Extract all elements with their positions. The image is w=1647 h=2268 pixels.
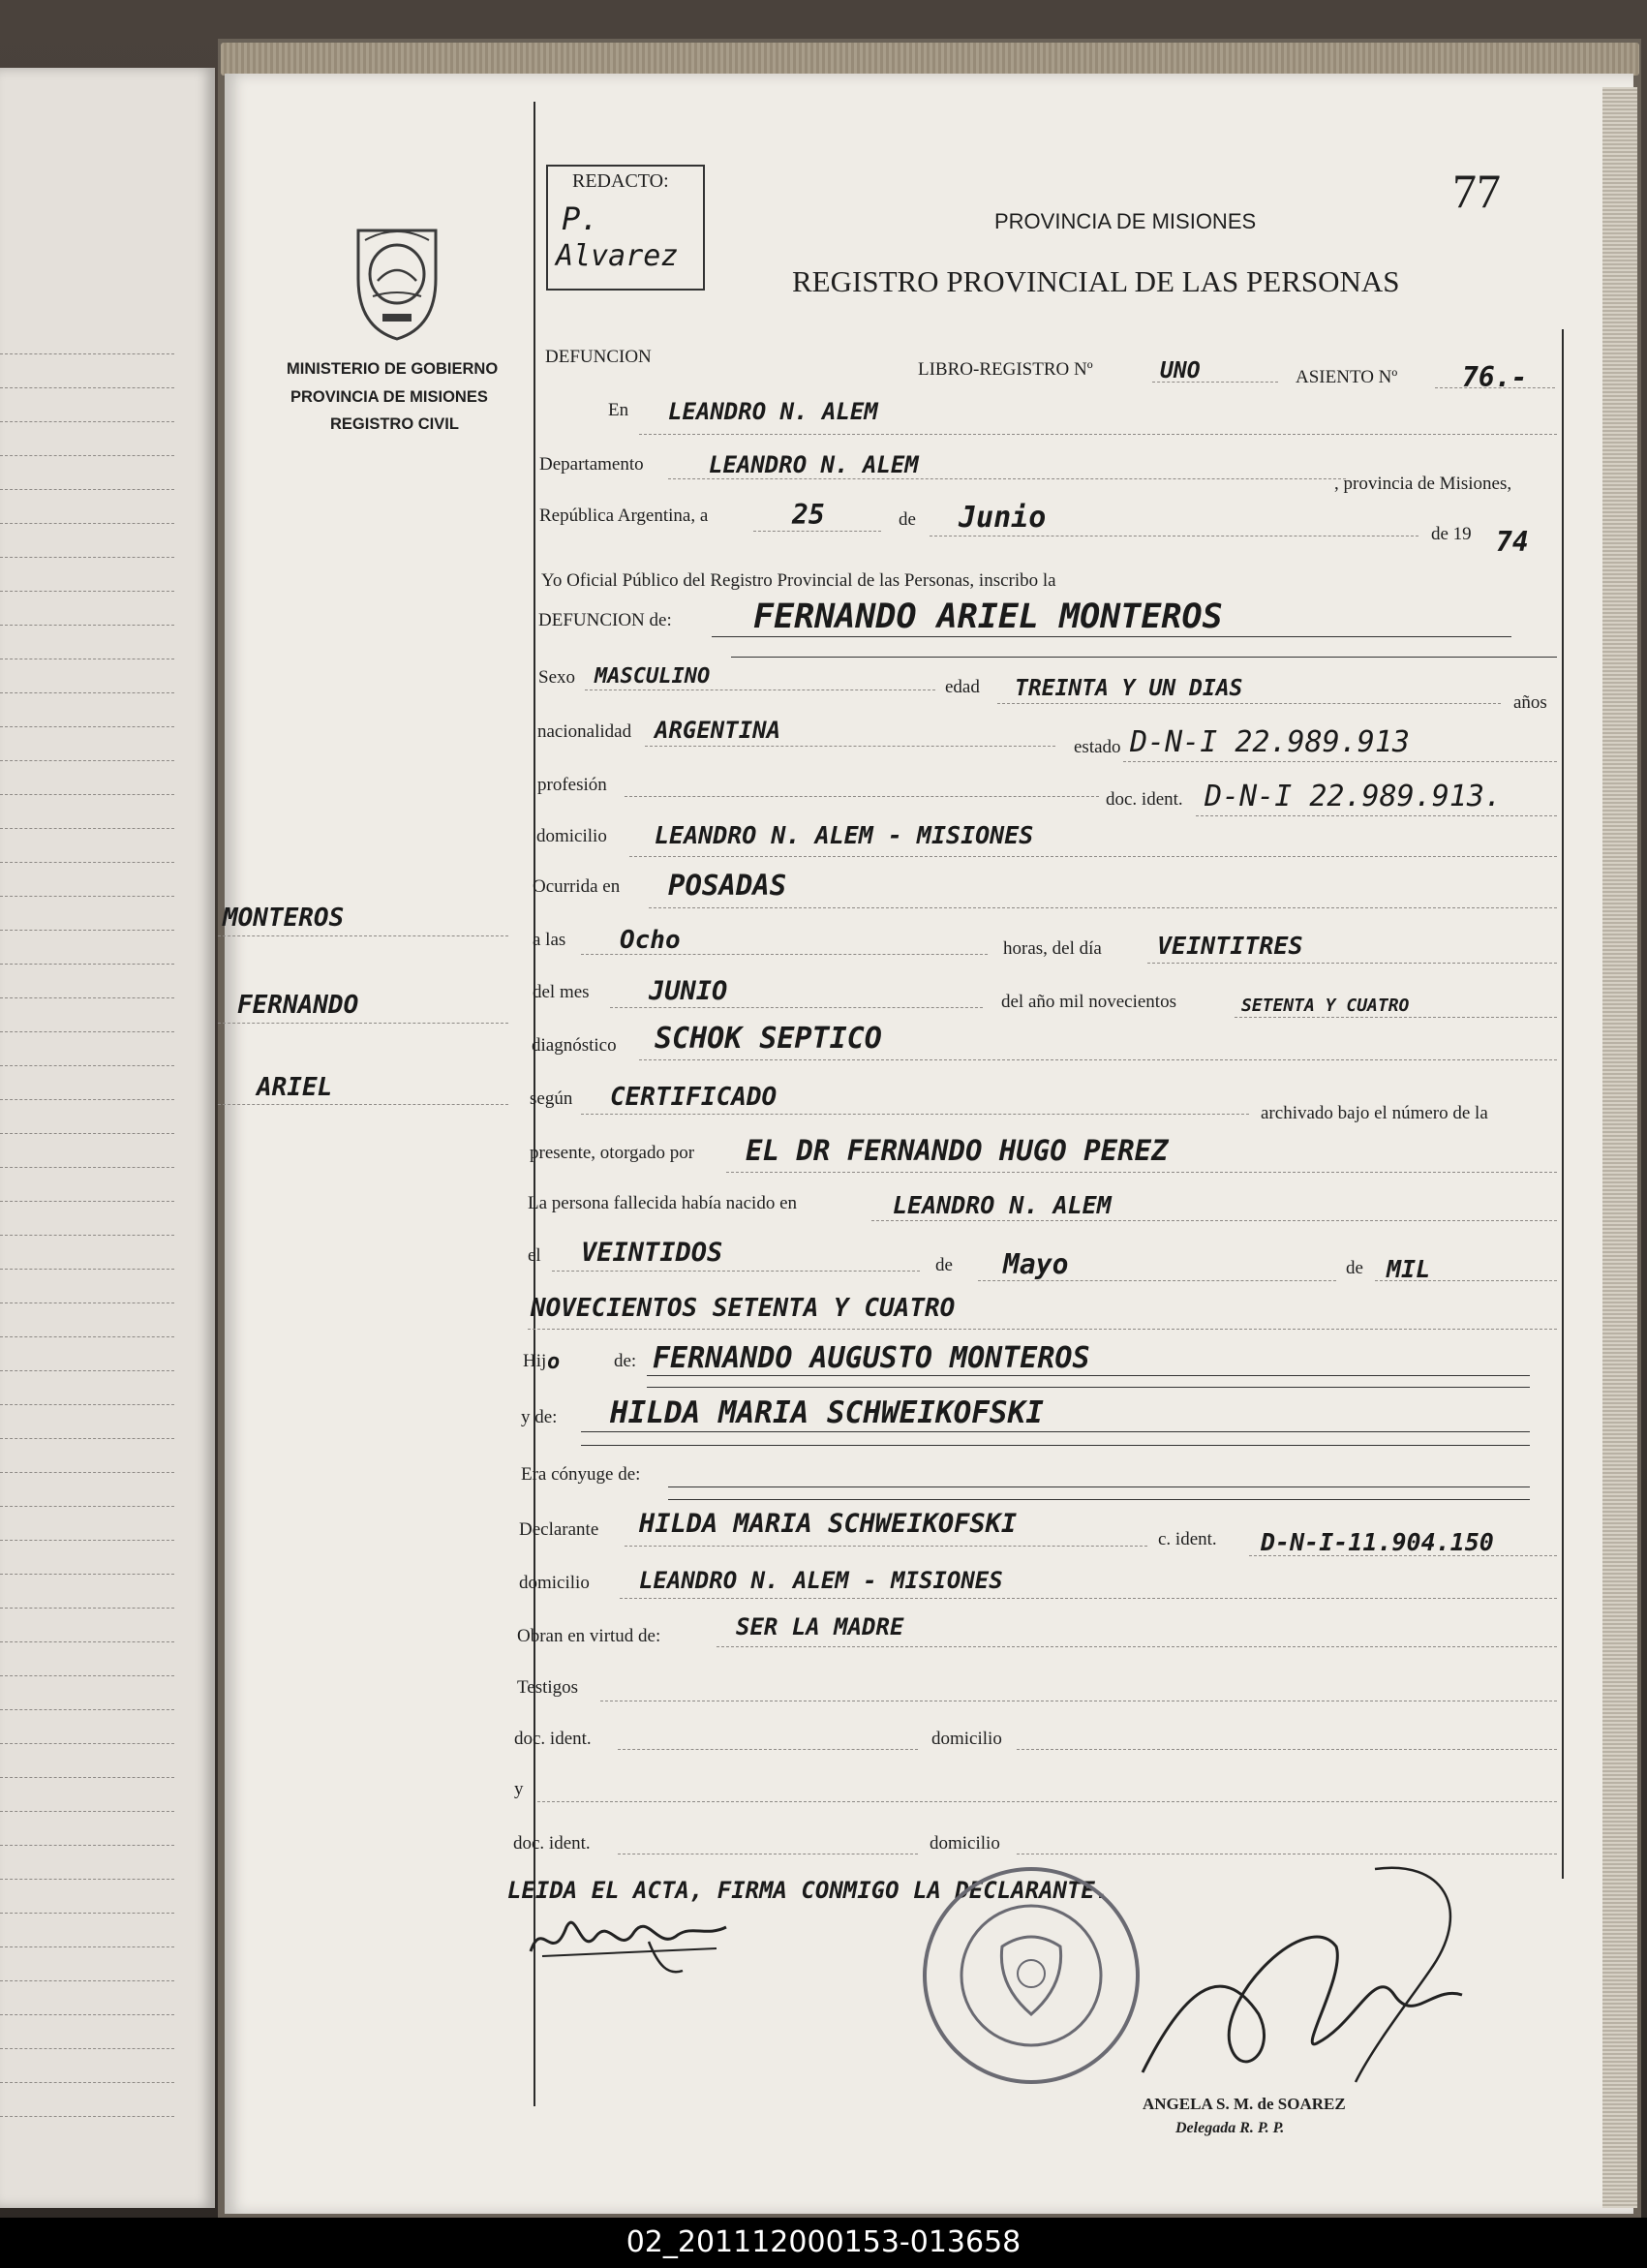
underline bbox=[647, 1375, 1530, 1376]
nacido-value: LEANDRO N. ALEM bbox=[893, 1191, 1112, 1219]
domicilio2-value: LEANDRO N. ALEM - MISIONES bbox=[639, 1567, 1003, 1594]
fill-line bbox=[581, 954, 988, 955]
ruled-line bbox=[0, 862, 174, 863]
doc-ident-value: D-N-I 22.989.913. bbox=[1205, 780, 1503, 813]
fill-line bbox=[639, 434, 1557, 435]
registry-title: REGISTRO PROVINCIAL DE LAS PERSONAS bbox=[792, 264, 1400, 298]
a-las-label: a las bbox=[533, 930, 566, 950]
closing-note: LEIDA EL ACTA, FIRMA CONMIGO LA DECLARANTE. bbox=[507, 1877, 1110, 1904]
ruled-line bbox=[0, 387, 174, 388]
year-value: 74 bbox=[1496, 526, 1529, 558]
fill-line bbox=[218, 1104, 508, 1105]
declarante-doc-label: c. ident. bbox=[1158, 1529, 1217, 1549]
ruled-line bbox=[0, 1438, 174, 1439]
underline bbox=[731, 657, 1557, 658]
left-page bbox=[0, 68, 215, 2208]
redacto-value-2: Alvarez bbox=[556, 239, 679, 273]
sexo-value: MASCULINO bbox=[595, 664, 711, 689]
departamento-label: Departamento bbox=[539, 454, 644, 475]
ruled-line bbox=[0, 1709, 174, 1710]
birth-year-1: MIL bbox=[1387, 1255, 1431, 1283]
fill-line bbox=[537, 1801, 1557, 1802]
ruled-line bbox=[0, 1574, 174, 1575]
fill-line bbox=[639, 1059, 1557, 1060]
segun-label: según bbox=[530, 1088, 573, 1109]
a-las-value: Ocho bbox=[620, 926, 681, 955]
right-rule bbox=[1562, 329, 1564, 1879]
underline bbox=[647, 1387, 1530, 1388]
ruled-line bbox=[0, 1336, 174, 1337]
month-value: Junio bbox=[959, 501, 1047, 535]
ruled-line bbox=[0, 726, 174, 727]
official-stamp bbox=[920, 1850, 1143, 2101]
ruled-line bbox=[0, 1099, 174, 1100]
ano-value: SETENTA Y CUATRO bbox=[1241, 996, 1410, 1016]
page-stack-edge bbox=[1602, 87, 1637, 2208]
ruled-line bbox=[0, 353, 174, 354]
fill-line bbox=[620, 1598, 1557, 1599]
en-value: LEANDRO N. ALEM bbox=[668, 398, 878, 425]
el-label: el bbox=[528, 1245, 541, 1266]
year-prefix: de 19 bbox=[1431, 524, 1472, 544]
ruled-line bbox=[0, 2048, 174, 2049]
profesion-label: profesión bbox=[537, 775, 607, 795]
ruled-line bbox=[0, 1913, 174, 1914]
ruled-line bbox=[0, 2014, 174, 2015]
fill-line bbox=[726, 1172, 1557, 1173]
fill-line bbox=[1235, 1017, 1557, 1018]
asiento-value: 76.- bbox=[1462, 361, 1528, 393]
ruled-line bbox=[0, 1845, 174, 1846]
conyuge-label: Era cónyuge de: bbox=[521, 1464, 641, 1485]
province-title: PROVINCIA DE MISIONES bbox=[994, 209, 1257, 233]
fill-line bbox=[649, 907, 1557, 908]
ruled-line bbox=[0, 1540, 174, 1541]
fill-line bbox=[218, 1023, 508, 1024]
ruled-line bbox=[0, 1946, 174, 1947]
fill-line bbox=[618, 1749, 918, 1750]
en-label: En bbox=[608, 400, 629, 420]
del-ano-label: del año mil novecientos bbox=[1001, 992, 1176, 1012]
nacionalidad-label: nacionalidad bbox=[537, 721, 632, 742]
estado-value: D-N-I 22.989.913 bbox=[1130, 725, 1410, 759]
ruled-line bbox=[0, 828, 174, 829]
domicilio2-label: domicilio bbox=[519, 1573, 590, 1593]
declarante-doc-value: D-N-I-11.904.150 bbox=[1261, 1528, 1494, 1556]
fill-line bbox=[552, 1271, 920, 1272]
ruled-line bbox=[0, 1506, 174, 1507]
presente-value: EL DR FERNANDO HUGO PEREZ bbox=[746, 1134, 1169, 1167]
fill-line bbox=[1147, 963, 1557, 964]
domicilio-label: domicilio bbox=[536, 826, 607, 846]
fill-line bbox=[625, 796, 1099, 797]
official-title: Delegada R. P. P. bbox=[1175, 2120, 1285, 2136]
horas-label: horas, del día bbox=[1003, 938, 1102, 959]
ruled-line bbox=[0, 1404, 174, 1405]
archivado-label: archivado bajo el número de la bbox=[1261, 1103, 1488, 1123]
ruled-line bbox=[0, 1133, 174, 1134]
segun-value: CERTIFICADO bbox=[610, 1083, 778, 1112]
fill-line bbox=[753, 531, 881, 532]
declarante-label: Declarante bbox=[519, 1519, 599, 1540]
sexo-label: Sexo bbox=[538, 667, 575, 688]
presente-label: presente, otorgado por bbox=[530, 1143, 695, 1163]
fill-line bbox=[610, 1007, 983, 1008]
underline bbox=[712, 636, 1511, 637]
fill-line bbox=[668, 478, 1346, 479]
father-value: FERNANDO AUGUSTO MONTEROS bbox=[653, 1341, 1090, 1375]
edad-value: TREINTA Y UN DIAS bbox=[1015, 676, 1243, 701]
ruled-line bbox=[0, 1879, 174, 1880]
hijo-de-label: de: bbox=[614, 1351, 637, 1371]
defuncion-de-label: DEFUNCION de: bbox=[538, 610, 672, 630]
ruled-line bbox=[0, 1743, 174, 1744]
ruled-line bbox=[0, 421, 174, 422]
fill-line bbox=[1435, 387, 1555, 388]
underline bbox=[581, 1431, 1530, 1432]
obran-value: SER LA MADRE bbox=[736, 1613, 904, 1640]
provincial-crest-icon bbox=[344, 221, 450, 342]
birth-month: Mayo bbox=[1003, 1248, 1069, 1280]
margin-middlename: ARIEL bbox=[257, 1073, 333, 1102]
nacido-label: La persona fallecida había nacido en bbox=[528, 1193, 797, 1213]
ruled-line bbox=[0, 1167, 174, 1168]
ocurrida-label: Ocurrida en bbox=[533, 876, 621, 897]
dia-value: VEINTITRES bbox=[1157, 932, 1303, 960]
ruled-line bbox=[0, 692, 174, 693]
fill-line bbox=[978, 1280, 1336, 1281]
fill-line bbox=[1375, 1280, 1557, 1281]
ruled-line bbox=[0, 997, 174, 998]
fill-line bbox=[581, 1114, 1249, 1115]
ruled-line bbox=[0, 2082, 174, 2083]
fill-line bbox=[629, 856, 1557, 857]
ruled-line bbox=[0, 794, 174, 795]
fill-line bbox=[717, 1646, 1557, 1647]
mes-value: JUNIO bbox=[649, 976, 728, 1006]
ruled-line bbox=[0, 1980, 174, 1981]
doc-ident3-label: doc. ident. bbox=[513, 1833, 591, 1854]
underline bbox=[668, 1499, 1530, 1500]
ministry-line-2: PROVINCIA DE MISIONES bbox=[290, 388, 488, 406]
hijo-label: Hij bbox=[523, 1351, 547, 1371]
doc-ident-label: doc. ident. bbox=[1106, 789, 1183, 810]
ruled-line bbox=[0, 1269, 174, 1270]
redacto-label: REDACTO: bbox=[572, 170, 669, 192]
ruled-line bbox=[0, 1031, 174, 1032]
fill-line bbox=[1249, 1555, 1557, 1556]
book-top-edge bbox=[221, 43, 1639, 76]
ministry-line-3: REGISTRO CIVIL bbox=[330, 415, 459, 433]
ruled-line bbox=[0, 1472, 174, 1473]
fill-line bbox=[645, 746, 1055, 747]
domicilio-value: LEANDRO N. ALEM - MISIONES bbox=[655, 821, 1034, 849]
ruled-line bbox=[0, 1641, 174, 1642]
testigos-label: Testigos bbox=[517, 1677, 579, 1698]
fill-line bbox=[1017, 1749, 1557, 1750]
libro-label: LIBRO-REGISTRO Nº bbox=[918, 359, 1093, 380]
diagnostico-value: SCHOK SEPTICO bbox=[655, 1022, 882, 1056]
estado-label: estado bbox=[1074, 737, 1121, 757]
ministry-line-1: MINISTERIO DE GOBIERNO bbox=[287, 360, 499, 378]
asiento-label: ASIENTO Nº bbox=[1296, 367, 1398, 387]
ruled-line bbox=[0, 760, 174, 761]
underline bbox=[581, 1445, 1530, 1446]
fill-line bbox=[871, 1220, 1557, 1221]
fill-line bbox=[218, 935, 508, 936]
obran-label: Obran en virtud de: bbox=[517, 1626, 661, 1646]
ruled-line bbox=[0, 1235, 174, 1236]
domicilio4-label: domicilio bbox=[930, 1833, 1000, 1854]
fill-line bbox=[1152, 382, 1278, 383]
margin-firstname: FERNANDO bbox=[237, 991, 359, 1020]
anos-label: años bbox=[1513, 692, 1547, 713]
fill-line bbox=[1196, 815, 1557, 816]
fill-line bbox=[1123, 761, 1557, 762]
del-mes-label: del mes bbox=[533, 982, 590, 1002]
diagnostico-label: diagnóstico bbox=[532, 1035, 617, 1056]
y-label: y bbox=[514, 1779, 524, 1799]
departamento-value: LEANDRO N. ALEM bbox=[709, 451, 919, 478]
ruled-line bbox=[0, 930, 174, 931]
de-label-2: de bbox=[935, 1255, 953, 1275]
ruled-line bbox=[0, 1065, 174, 1066]
domicilio3-label: domicilio bbox=[931, 1729, 1002, 1749]
oficial-text: Yo Oficial Público del Registro Provincial de las Personas, inscribo la bbox=[541, 570, 1056, 591]
ruled-line bbox=[0, 625, 174, 626]
provincia-suffix: , provincia de Misiones, bbox=[1334, 474, 1512, 494]
declarant-signature bbox=[523, 1898, 746, 1985]
birth-year-2: NOVECIENTOS SETENTA Y CUATRO bbox=[531, 1294, 956, 1323]
declarante-value: HILDA MARIA SCHWEIKOFSKI bbox=[639, 1509, 1018, 1539]
file-id: 02_201112000153-013658 bbox=[625, 2225, 1022, 2259]
ruled-line bbox=[0, 964, 174, 965]
hijo-suffix: o bbox=[547, 1350, 561, 1374]
ruled-line bbox=[0, 455, 174, 456]
ruled-line bbox=[0, 1201, 174, 1202]
ruled-line bbox=[0, 1608, 174, 1609]
ruled-line bbox=[0, 1777, 174, 1778]
underline bbox=[668, 1486, 1530, 1487]
ruled-line bbox=[0, 896, 174, 897]
ruled-line bbox=[0, 1370, 174, 1371]
ruled-line bbox=[0, 557, 174, 558]
mother-value: HILDA MARIA SCHWEIKOFSKI bbox=[610, 1395, 1044, 1430]
de-label-3: de bbox=[1346, 1258, 1363, 1278]
redacto-value-1: P. bbox=[562, 200, 599, 237]
page-number: 77 bbox=[1452, 164, 1501, 218]
day-value: 25 bbox=[792, 499, 825, 531]
ruled-line bbox=[0, 1811, 174, 1812]
official-name: ANGELA S. M. de SOAREZ bbox=[1143, 2095, 1346, 2113]
nacionalidad-value: ARGENTINA bbox=[655, 717, 781, 744]
doc-type-label: DEFUNCION bbox=[545, 347, 652, 367]
doc-ident2-label: doc. ident. bbox=[514, 1729, 592, 1749]
el-value: VEINTIDOS bbox=[581, 1238, 723, 1268]
ruled-line bbox=[0, 1675, 174, 1676]
margin-surname: MONTEROS bbox=[223, 904, 345, 933]
ruled-line bbox=[0, 2116, 174, 2117]
official-signature bbox=[1123, 1850, 1491, 2101]
ruled-line bbox=[0, 523, 174, 524]
libro-value: UNO bbox=[1160, 358, 1201, 383]
fill-line bbox=[528, 1329, 1557, 1330]
ocurrida-value: POSADAS bbox=[668, 869, 787, 902]
edad-label: edad bbox=[945, 677, 980, 697]
fill-line bbox=[625, 1546, 1147, 1547]
republica-label: República Argentina, a bbox=[539, 506, 709, 526]
fill-line bbox=[997, 703, 1501, 704]
ruled-line bbox=[0, 489, 174, 490]
de-label: de bbox=[899, 509, 916, 530]
deceased-name: FERNANDO ARIEL MONTEROS bbox=[753, 598, 1223, 636]
ruled-line bbox=[0, 591, 174, 592]
y-de-label: y de: bbox=[521, 1407, 558, 1427]
